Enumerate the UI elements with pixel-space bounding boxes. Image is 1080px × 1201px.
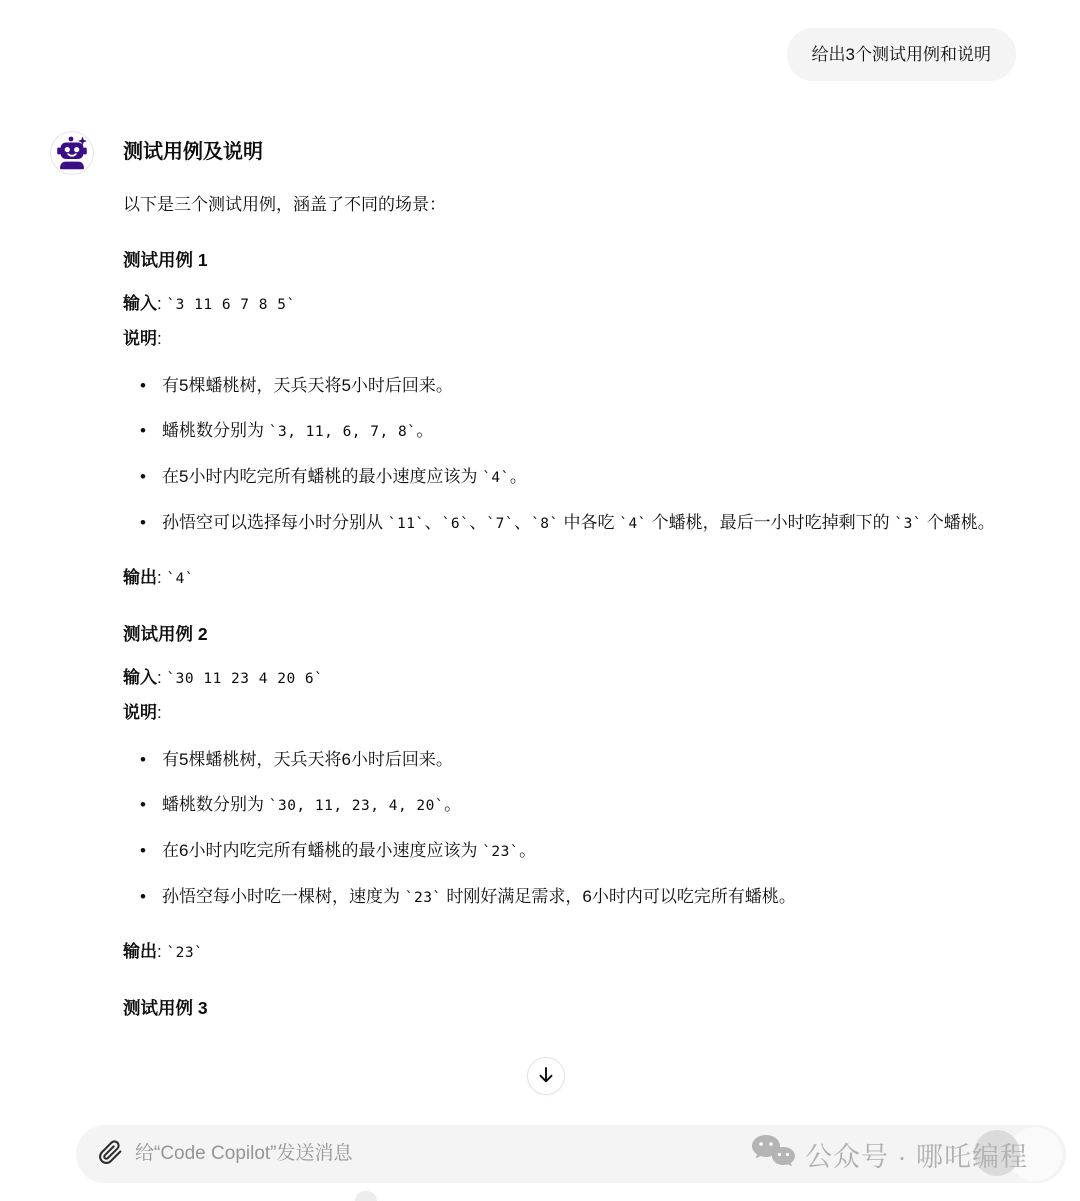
arrow-down-icon (536, 1065, 556, 1088)
attach-file-button[interactable] (96, 1140, 124, 1168)
bullet-item: • 孙悟空每小时吃一棵树，速度为 `23` 时刚好满足需求，6小时内可以吃完所有蟠桃。 (162, 881, 1009, 914)
bullet-item: • 有5棵蟠桃树，天兵天将6小时后回来。 (162, 744, 1009, 776)
input-label: 输入 (123, 668, 157, 687)
scroll-to-bottom-button[interactable] (527, 1057, 565, 1095)
bullet-item: • 在6小时内吃完所有蟠桃的最小速度应该为 `23`。 (162, 835, 1009, 868)
inline-code: `7` (486, 516, 515, 532)
case-input-desc-line: 输入: `3 11 6 7 8 5` 说明: (123, 294, 296, 348)
assistant-message-content (123, 131, 1009, 1019)
desc-label: 说明 (123, 329, 157, 348)
paperclip-icon (98, 1140, 123, 1168)
inline-code: `8` (531, 516, 559, 532)
inline-code: `30, 11, 23, 4, 20` (268, 798, 445, 814)
watermark-text: 公众号 · 哪吒编程 (805, 1141, 1028, 1172)
output-label: 输出 (123, 942, 157, 961)
inline-code: `23` (404, 890, 442, 906)
output-code: `4` (166, 571, 195, 587)
inline-code: `4` (619, 516, 647, 532)
bullet-item: • 有5棵蟠桃树，天兵天将5小时后回来。 (162, 370, 1009, 402)
bullet-item: • 蟠桃数分别为 `3, 11, 6, 7, 8`。 (162, 415, 1009, 448)
input-code: `3 11 6 7 8 5` (166, 297, 296, 313)
case-bullet-list (123, 370, 1009, 540)
user-message-bubble: 给出3个测试用例和说明 (787, 28, 1016, 81)
case-output-line: 输出: `23` (123, 942, 204, 961)
inline-code: `3` (894, 516, 923, 532)
page-edge-artifact (355, 1191, 377, 1201)
bullet-item: • 孙悟空可以选择每小时分别从 `11`、`6`、`7`、`8` 中各吃 `4` 个蟠桃，最后一小时吃掉剩下的 `3` 个蟠桃。 (162, 507, 1009, 540)
output-code: `23` (166, 945, 204, 961)
inline-code: `11` (387, 516, 425, 532)
output-label: 输出 (123, 568, 157, 587)
input-label: 输入 (123, 294, 157, 313)
case-heading: 测试用例 3 (123, 998, 208, 1018)
user-message-row (0, 28, 1016, 81)
code-copilot-robot-icon (50, 162, 94, 179)
message-input[interactable] (135, 1143, 1046, 1165)
inline-code: `4` (482, 470, 510, 486)
case-heading: 测试用例 2 (123, 624, 208, 644)
bullet-item: • 在5小时内吃完所有蟠桃的最小速度应该为 `4`。 (162, 461, 1009, 494)
inline-code: `6` (441, 516, 470, 532)
watermark-avatar-circle (974, 1130, 1020, 1176)
case-heading: 测试用例 1 (123, 250, 208, 270)
inline-code: `23` (482, 844, 520, 860)
case-input-desc-line: 输入: `30 11 23 4 20 6` 说明: (123, 668, 324, 722)
assistant-message-row (0, 131, 1080, 1019)
desc-label: 说明 (123, 703, 157, 722)
message-title: 测试用例及说明 (123, 141, 263, 163)
case-bullet-list (123, 744, 1009, 914)
composer-bar[interactable] (76, 1125, 1066, 1183)
case-output-line: 输出: `4` (123, 568, 195, 587)
assistant-avatar (50, 131, 94, 175)
bullet-item: • 蟠桃数分别为 `30, 11, 23, 4, 20`。 (162, 789, 1009, 822)
cases (123, 249, 1009, 1019)
message-intro: 以下是三个测试用例，涵盖了不同的场景： (123, 195, 446, 214)
inline-code: `3, 11, 6, 7, 8` (268, 424, 417, 440)
input-code: `30 11 23 4 20 6` (166, 671, 324, 687)
